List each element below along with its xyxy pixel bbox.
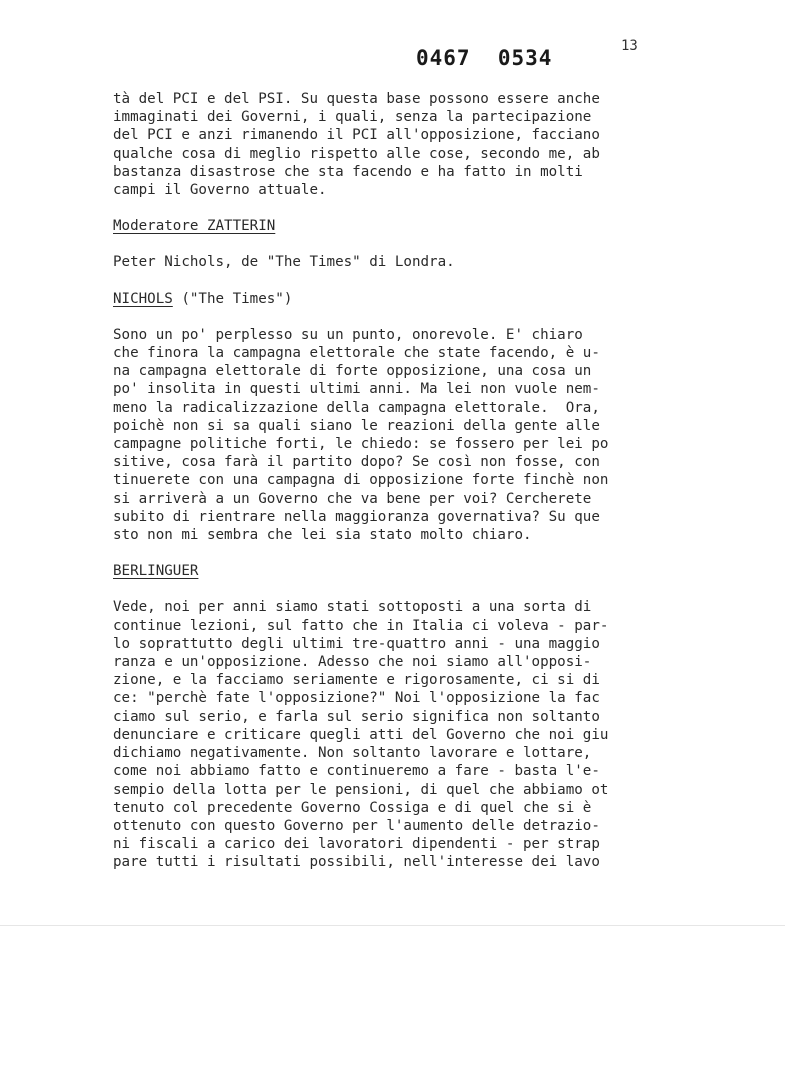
speaker-heading (113, 562, 673, 580)
text-line: sto non mi sembra che lei sia stato molto chiaro. (113, 527, 532, 544)
text-line: zione, e la facciamo seriamente e rigorosamente, ci si di (113, 672, 600, 689)
text-line: che finora la campagna elettorale che state facendo, è u- (113, 345, 600, 362)
text-line: tà del PCI e del PSI. Su questa base possono essere anche (113, 91, 600, 107)
speaker-name: Moderatore ZATTERIN (113, 218, 276, 235)
speaker-name: BERLINGUER (113, 563, 199, 580)
speaker-heading (113, 217, 673, 235)
page-bottom-edge (0, 925, 785, 926)
text-line: meno la radicalizzazione della campagna elettorale. Ora, (113, 399, 600, 416)
text-line: si arriverà a un Governo che va bene per voi? Cercherete (113, 490, 592, 507)
text-line: lo soprattutto degli ultimi tre-quattro anni - una maggio (113, 635, 600, 652)
speaker-heading (113, 290, 673, 308)
paragraph-question (113, 326, 673, 544)
text-line: del PCI e anzi rimanendo il PCI all'opposizione, facciano (113, 127, 600, 144)
text-line: poichè non si sa quali siano le reazioni della gente alle (113, 417, 600, 434)
paragraph-answer (113, 598, 673, 871)
text-line: ranza e un'opposizione. Adesso che noi siamo all'opposi- (113, 654, 592, 671)
text-line: na campagna elettorale di forte opposizione, una cosa un (113, 363, 592, 380)
text-line: sitive, cosa farà il partito dopo? Se così non fosse, con (113, 454, 600, 471)
text-line: ottenuto con questo Governo per l'aumento delle detrazio- (113, 817, 600, 834)
text-line: denunciare e criticare quegli atti del Governo che noi giu (113, 726, 609, 743)
text-line: come noi abbiamo fatto e continueremo a fare - basta l'e- (113, 763, 600, 780)
text-line: dichiamo negativamente. Non soltanto lavorare e lottare, (113, 745, 592, 762)
text-line: bastanza disastrose che sta facendo e ha fatto in molti (113, 163, 583, 180)
text-line: tinuerete con una campagna di opposizione forte finchè non (113, 472, 609, 489)
text-line: ciamo sul serio, e farla sul serio significa non soltanto (113, 708, 600, 725)
speaker-affiliation: ("The Times") (172, 290, 293, 307)
text-line: subito di rientrare nella maggioranza governativa? Su que (113, 508, 600, 525)
text-line: Peter Nichols, de "The Times" di Londra. (113, 254, 455, 271)
text-line: immaginati dei Governi, i quali, senza la partecipazione (113, 109, 592, 126)
document-code: 0467 0534 (416, 46, 553, 70)
text-line: qualche cosa di meglio rispetto alle cose, secondo me, ab (113, 145, 600, 162)
text-line: Vede, noi per anni siamo stati sottoposti a una sorta di (113, 599, 592, 616)
text-line: ni fiscali a carico dei lavoratori dipendenti - per strap (113, 836, 600, 853)
speaker-name: NICHOLS (113, 290, 173, 307)
transcript-body (113, 90, 673, 890)
text-line: ce: "perchè fate l'opposizione?" Noi l'opposizione la fac (113, 690, 600, 707)
paragraph-continuation (113, 90, 673, 199)
text-line: campagne politiche forti, le chiedo: se fossero per lei po (113, 436, 609, 453)
text-line: continue lezioni, sul fatto che in Italia ci voleva - par- (113, 617, 609, 634)
text-line: Sono un po' perplesso su un punto, onorevole. E' chiaro (113, 326, 583, 343)
text-line: po' insolita in questi ultimi anni. Ma lei non vuole nem- (113, 381, 600, 398)
text-line: tenuto col precedente Governo Cossiga e di quel che si è (113, 799, 592, 816)
text-line: campi il Governo attuale. (113, 182, 327, 199)
paragraph-moderator (113, 253, 673, 271)
text-line: pare tutti i risultati possibili, nell'interesse dei lavo (113, 854, 600, 871)
text-line: sempio della lotta per le pensioni, di quel che abbiamo ot (113, 781, 609, 798)
page-number: 13 (621, 38, 638, 54)
